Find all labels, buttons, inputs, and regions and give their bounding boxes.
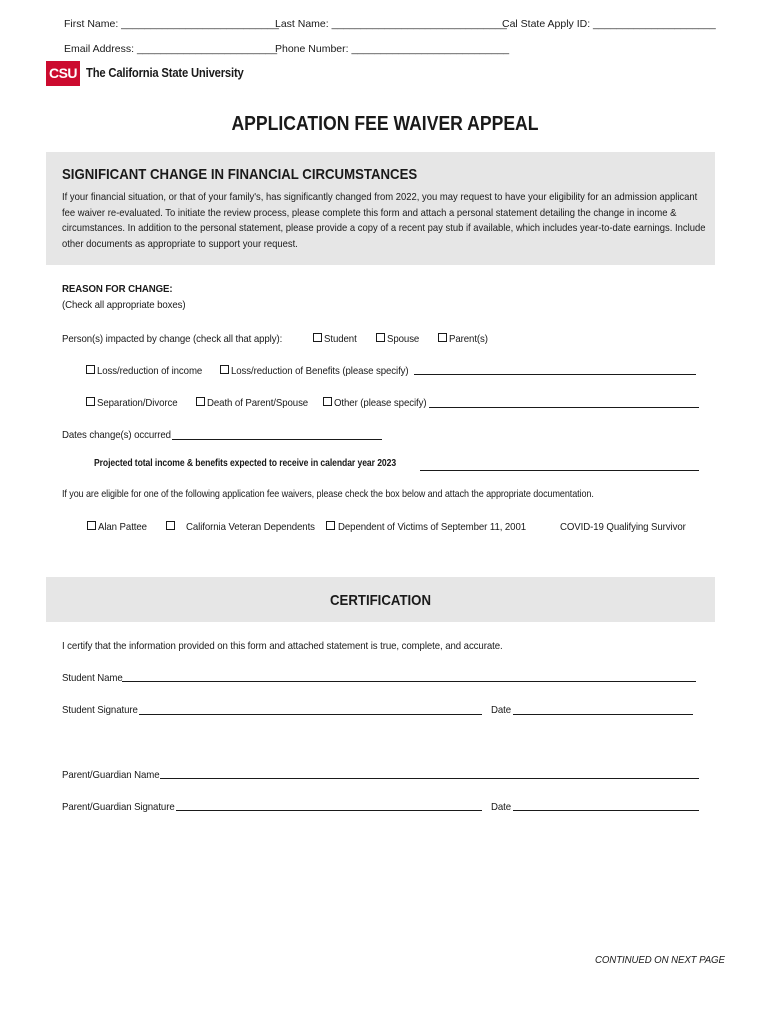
email-address-label: Email Address: ________________________ <box>64 43 278 55</box>
waivers-intro: If you are eligible for one of the following application fee waivers, please check the box below and attach the appropriate documentation. <box>62 488 594 500</box>
student-date-field[interactable] <box>513 714 693 715</box>
loss-benefits-specify-field[interactable] <box>414 374 696 375</box>
significant-change-heading: SIGNIFICANT CHANGE IN FINANCIAL CIRCUMSTANCES <box>62 166 418 183</box>
death-parent-label: Death of Parent/Spouse <box>207 397 309 409</box>
loss-benefits-label: Loss/reduction of Benefits (please specify) <box>231 365 409 377</box>
persons-impacted-label: Person(s) impacted by change (check all that apply): <box>62 333 283 345</box>
projected-income-label: Projected total income & benefits expected to receive in calendar year 2023 <box>94 457 397 469</box>
student-name-field[interactable] <box>122 681 696 682</box>
first-name-label: First Name: ___________________________ <box>64 18 279 30</box>
dates-changes-label: Dates change(s) occurred <box>62 429 171 441</box>
certification-statement: I certify that the information provided on this form and attached statement is true, complete, and accurate. <box>62 640 503 652</box>
reason-heading: REASON FOR CHANGE: <box>62 283 173 295</box>
parent-signature-field[interactable] <box>176 810 482 811</box>
student-name-label: Student Name <box>62 672 123 684</box>
parent-date-label: Date <box>491 801 512 813</box>
veteran-dependents-checkbox[interactable] <box>166 521 175 530</box>
last-name-label: Last Name: ______________________________ <box>275 18 507 30</box>
page-title: APPLICATION FEE WAIVER APPEAL <box>231 113 539 135</box>
significant-change-panel <box>46 152 715 265</box>
parent-date-field[interactable] <box>513 810 699 811</box>
certification-heading: CERTIFICATION <box>330 592 431 609</box>
parent-name-label: Parent/Guardian Name <box>62 769 160 781</box>
parent-signature-label: Parent/Guardian Signature <box>62 801 175 813</box>
parent-name-field[interactable] <box>160 778 699 779</box>
phone-number-label: Phone Number: ___________________________ <box>275 43 510 55</box>
projected-income-field[interactable] <box>420 470 699 471</box>
other-checkbox[interactable] <box>323 397 332 406</box>
other-label: Other (please specify) <box>334 397 427 409</box>
cal-state-apply-id-label: Cal State Apply ID: _____________________ <box>502 18 716 30</box>
loss-benefits-checkbox[interactable] <box>220 365 229 374</box>
student-signature-label: Student Signature <box>62 704 138 716</box>
september-11-label: Dependent of Victims of September 11, 2001 <box>338 521 527 533</box>
alan-pattee-checkbox[interactable] <box>87 521 96 530</box>
loss-income-checkbox[interactable] <box>86 365 95 374</box>
csu-logo-icon: CSU <box>46 61 80 86</box>
dates-changes-field[interactable] <box>172 439 382 440</box>
parents-option-label: Parent(s) <box>449 333 488 345</box>
death-parent-checkbox[interactable] <box>196 397 205 406</box>
september-11-checkbox[interactable] <box>326 521 335 530</box>
reason-subheading: (Check all appropriate boxes) <box>62 299 186 311</box>
student-checkbox[interactable] <box>313 333 322 342</box>
spouse-checkbox[interactable] <box>376 333 385 342</box>
veteran-dependents-label: California Veteran Dependents <box>186 521 315 533</box>
student-signature-field[interactable] <box>139 714 482 715</box>
continued-next-page: CONTINUED ON NEXT PAGE <box>595 954 725 966</box>
university-name: The California State University <box>86 66 244 80</box>
loss-income-label: Loss/reduction of income <box>97 365 203 377</box>
spouse-option-label: Spouse <box>387 333 420 345</box>
alan-pattee-label: Alan Pattee <box>98 521 147 533</box>
significant-change-body: If your financial situation, or that of your family's, has significantly changed from 2022, you may request to have your eligibility for an admission applicant fee waiver re-evaluated. To initiate the review process, please complete this form and attach a personal statement detailing the change in income & circumstances. In addition to the personal statement, please provide a copy of a recent pay stub if available, which includes year-to-date earnings. Include other documents as appropriate to support your request. <box>62 191 706 250</box>
certification-panel <box>46 577 715 622</box>
student-date-label: Date <box>491 704 512 716</box>
other-specify-field[interactable] <box>429 407 699 408</box>
covid-survivor-label: COVID-19 Qualifying Survivor <box>560 521 686 533</box>
separation-checkbox[interactable] <box>86 397 95 406</box>
separation-label: Separation/Divorce <box>97 397 178 409</box>
parents-checkbox[interactable] <box>438 333 447 342</box>
student-option-label: Student <box>324 333 357 345</box>
